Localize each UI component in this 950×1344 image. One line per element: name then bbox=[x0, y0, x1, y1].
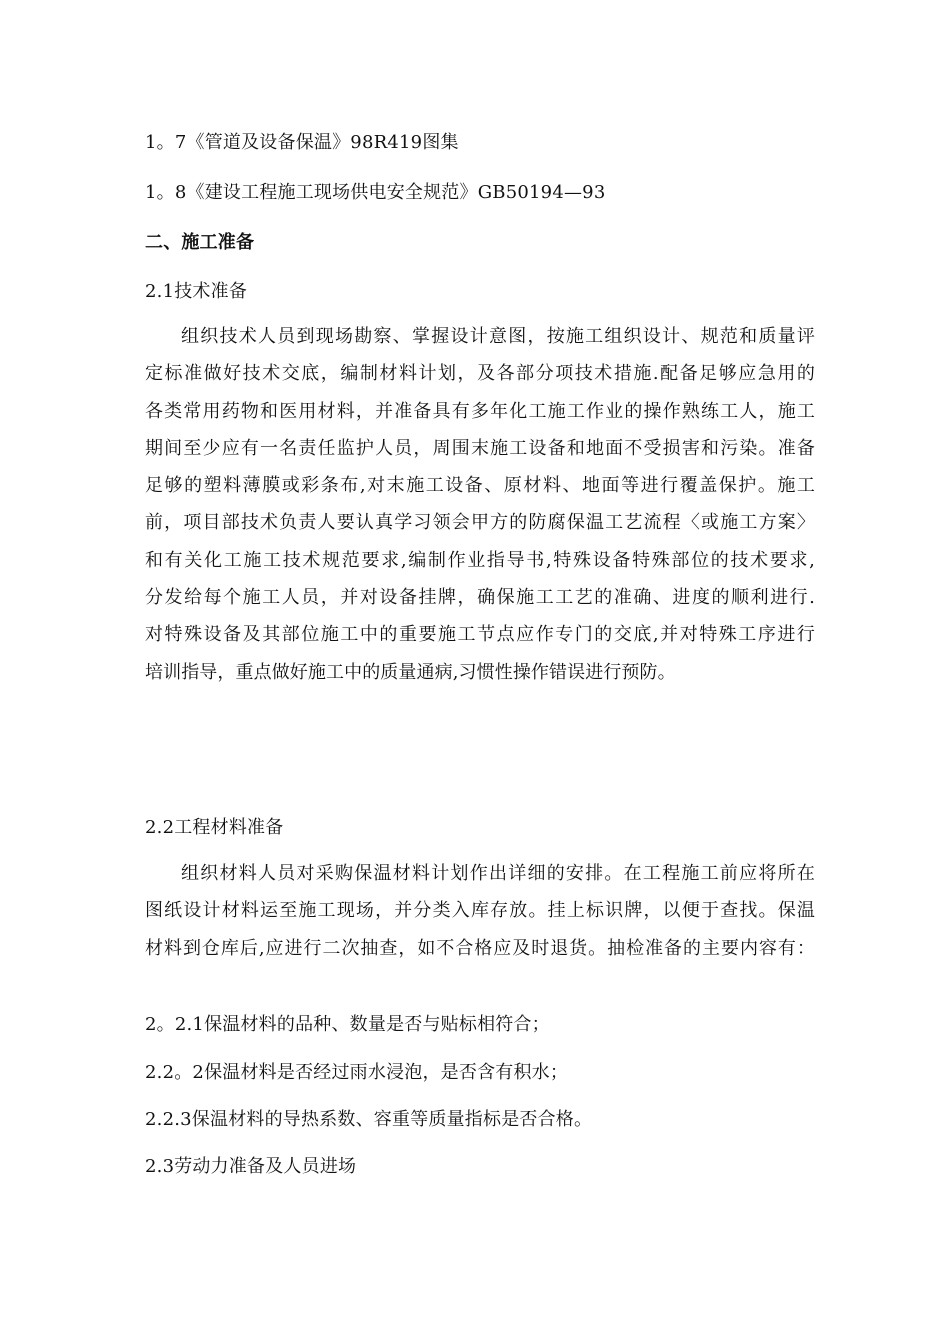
paragraph-line: 组织材料人员对采购保温材料计划作出详细的安排。在工程施工前应将所在 bbox=[181, 863, 815, 884]
list-item-2-2-1: 2。2.1保温材料的品种、数量是否与贴标相符合； bbox=[145, 1014, 550, 1035]
paragraph-line: 对特殊设备及其部位施工中的重要施工节点应作专门的交底,并对特殊工序进行 bbox=[145, 624, 815, 646]
paragraph-line: 前，项目部技术负责人要认真学习领会甲方的防腐保温工艺流程〈或施工方案〉 bbox=[145, 512, 815, 534]
paragraph-line: 培训指导，重点做好施工中的质量通病,习惯性操作错误进行预防。 bbox=[145, 661, 676, 683]
paragraph-line: 分发给每个施工人员，并对设备挂牌，确保施工工艺的准确、进度的顺利进行. bbox=[145, 587, 815, 609]
reference-item-1-8: 1。8《建设工程施工现场供电安全规范》GB50194—93 bbox=[145, 182, 606, 203]
list-item-2-2-3: 2.2.3保温材料的导热系数、容重等质量指标是否合格。 bbox=[145, 1109, 593, 1130]
subsection-heading-2-3: 2.3劳动力准备及人员进场 bbox=[145, 1156, 357, 1177]
subsection-heading-2-1: 2.1技术准备 bbox=[145, 281, 248, 302]
paragraph-materials-preparation bbox=[145, 862, 815, 974]
list-item-2-2-2: 2.2。2保温材料是否经过雨水浸泡，是否含有积水； bbox=[145, 1062, 569, 1083]
paragraph-line: 图纸设计材料运至施工现场，并分类入库存放。挂上标识牌，以便于查找。保温 bbox=[145, 900, 815, 922]
paragraph-line: 足够的塑料薄膜或彩条布,对末施工设备、原材料、地面等进行覆盖保护。施工 bbox=[145, 475, 815, 497]
paragraph-line: 各类常用药物和医用材料，并准备具有多年化工施工作业的操作熟练工人，施工 bbox=[145, 400, 815, 422]
paragraph-line: 组织技术人员到现场勘察、掌握设计意图，按施工组织设计、规范和质量评 bbox=[181, 326, 815, 347]
reference-item-1-7: 1。7《管道及设备保温》98R419图集 bbox=[145, 132, 459, 153]
paragraph-line: 和有关化工施工技术规范要求,编制作业指导书,特殊设备特殊部位的技术要求, bbox=[145, 549, 815, 571]
paragraph-line: 期间至少应有一名责任监护人员，周围末施工设备和地面不受损害和污染。准备 bbox=[145, 437, 815, 459]
section-heading-2: 二、施工准备 bbox=[145, 232, 255, 253]
subsection-heading-2-2: 2.2工程材料准备 bbox=[145, 817, 284, 838]
paragraph-line: 定标准做好技术交底，编制材料计划，及各部分项技术措施.配备足够应急用的 bbox=[145, 363, 815, 385]
paragraph-line: 材料到仓库后,应进行二次抽查，如不合格应及时退货。抽检准备的主要内容有： bbox=[145, 937, 815, 959]
paragraph-technical-preparation bbox=[145, 325, 815, 698]
